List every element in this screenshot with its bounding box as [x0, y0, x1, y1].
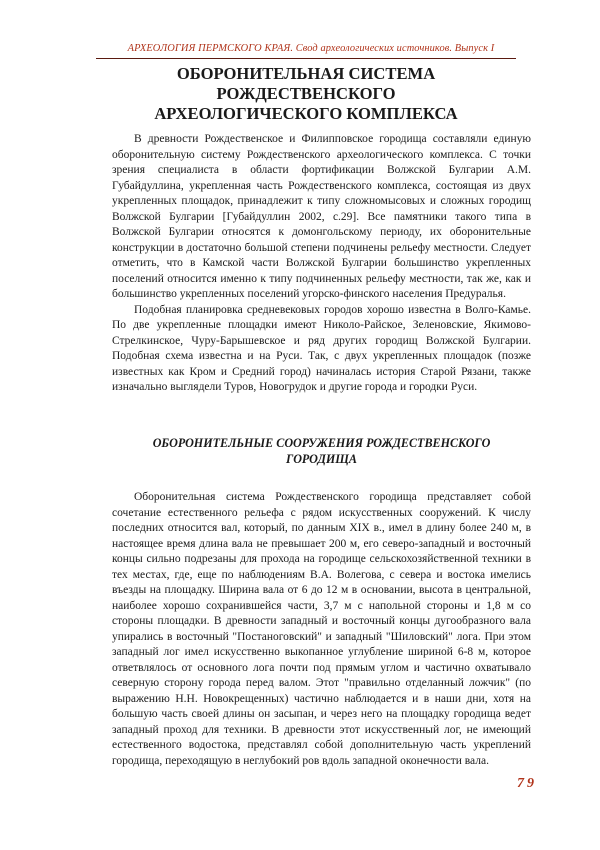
intro-paragraph-2: Подобная планировка средневековых городов хорошо известна в Волго-Камье. По две укрепленные площадки имеют Николо-Райское, Зеленовские, Якимово-Стрелкинское, Чуру-Барышевское и ряд других городищ Волжской Булгарии. Подобная схема известна и на Руси. Так, с двух укрепленных площадок (позже известных как Кром и Средний город) начиналась история Старой Рязани, также изначально выглядели Туров, Новогрудок и другие города и городки Руси.: [112, 303, 531, 393]
page-title-line-1: ОБОРОНИТЕЛЬНАЯ СИСТЕМА РОЖДЕСТВЕНСКОГО: [176, 64, 436, 103]
section-heading-line-2: ГОРОДИЩА: [286, 451, 357, 466]
page-title: [90, 64, 522, 124]
section-heading-line-1: ОБОРОНИТЕЛЬНЫЕ СООРУЖЕНИЯ РОЖДЕСТВЕНСКОГО: [152, 436, 491, 450]
header-rule: [96, 58, 516, 59]
intro-text: [112, 132, 531, 396]
intro-paragraph-1: В древности Рождественское и Филипповское городища составляли единую оборонительную систему Рождественского археологического комплекса. С точки зрения специалиста в области фортификации Волжской Булгарии А.М. Губайдуллина, укрепленная часть Рождественского комплекса, состоящая из двух укрепленных площадок, принадлежит к типу сложномысовых и сложных городищ Волжской Булгарии [Губайдуллин 2002, с.29]. Все памятники такого типа в Волжской Булгарии относятся к домонгольскому периоду, их оборонительные конструкции в достаточно большой степени подчинены рельефу местности. Следует отметить, что в Камской части Волжской Булгарии большинство укрепленных поселений относится именно к типу подчиненных рельефу местности, так же, как и большинство укрепленных поселений угорско-финского населения Предуралья.: [112, 133, 531, 300]
section-text: [112, 490, 531, 769]
page-title-line-2: АРХЕОЛОГИЧЕСКОГО КОМПЛЕКСА: [154, 104, 458, 123]
running-head: АРХЕОЛОГИЯ ПЕРМСКОГО КРАЯ. Свод археологических источников. Выпуск I: [127, 43, 495, 54]
section-heading: [112, 436, 531, 467]
section-paragraph: Оборонительная система Рождественского городища представляет собой сочетание естественного рельефа с рядом искусственных сооружений. К числу последних относится вал, который, по данным XIX в., имел в длину более 240 м, в настоящее время длина вала не превышает 200 м, его северо-западный и восточный концы сильно подрезаны для прохода на городище сельскохозяйственной техники в тех местах, где, еще по наблюдениям В.А. Волегова, с севера и востока имелись въезды на площадку. Ширина вала от 6 до 12 м в основании, высота в центральной, наиболее хорошо сохранившейся части, 3,7 м с напольной стороны и 1,8 м со стороны площадки. В древности западный и восточный концы дугообразного вала упирались в восточный "Постаноговский" и западный "Шиловский" лога. При этом западный лог имел искусственно выкопанное углубление шириной 6-8 м, которое ответвлялось от основного лога почти под прямым углом и частично охватывало северную сторону города перед валом. Этот "правильно отделанный ложчик" (по выражению Н.Н. Новокрещенных) частично наблюдается и в наши дни, хотя на большую часть своей длины он засыпан, и через него на площадку городища ведет западный проход для техники. В древности этот искусственный лог, не имеющий естественного водостока, представлял собой дополнительную часть укреплений городища, переходящую в неглубокий ров вдоль западной оконечности вала.: [112, 491, 531, 767]
page-number: 79: [517, 776, 537, 791]
